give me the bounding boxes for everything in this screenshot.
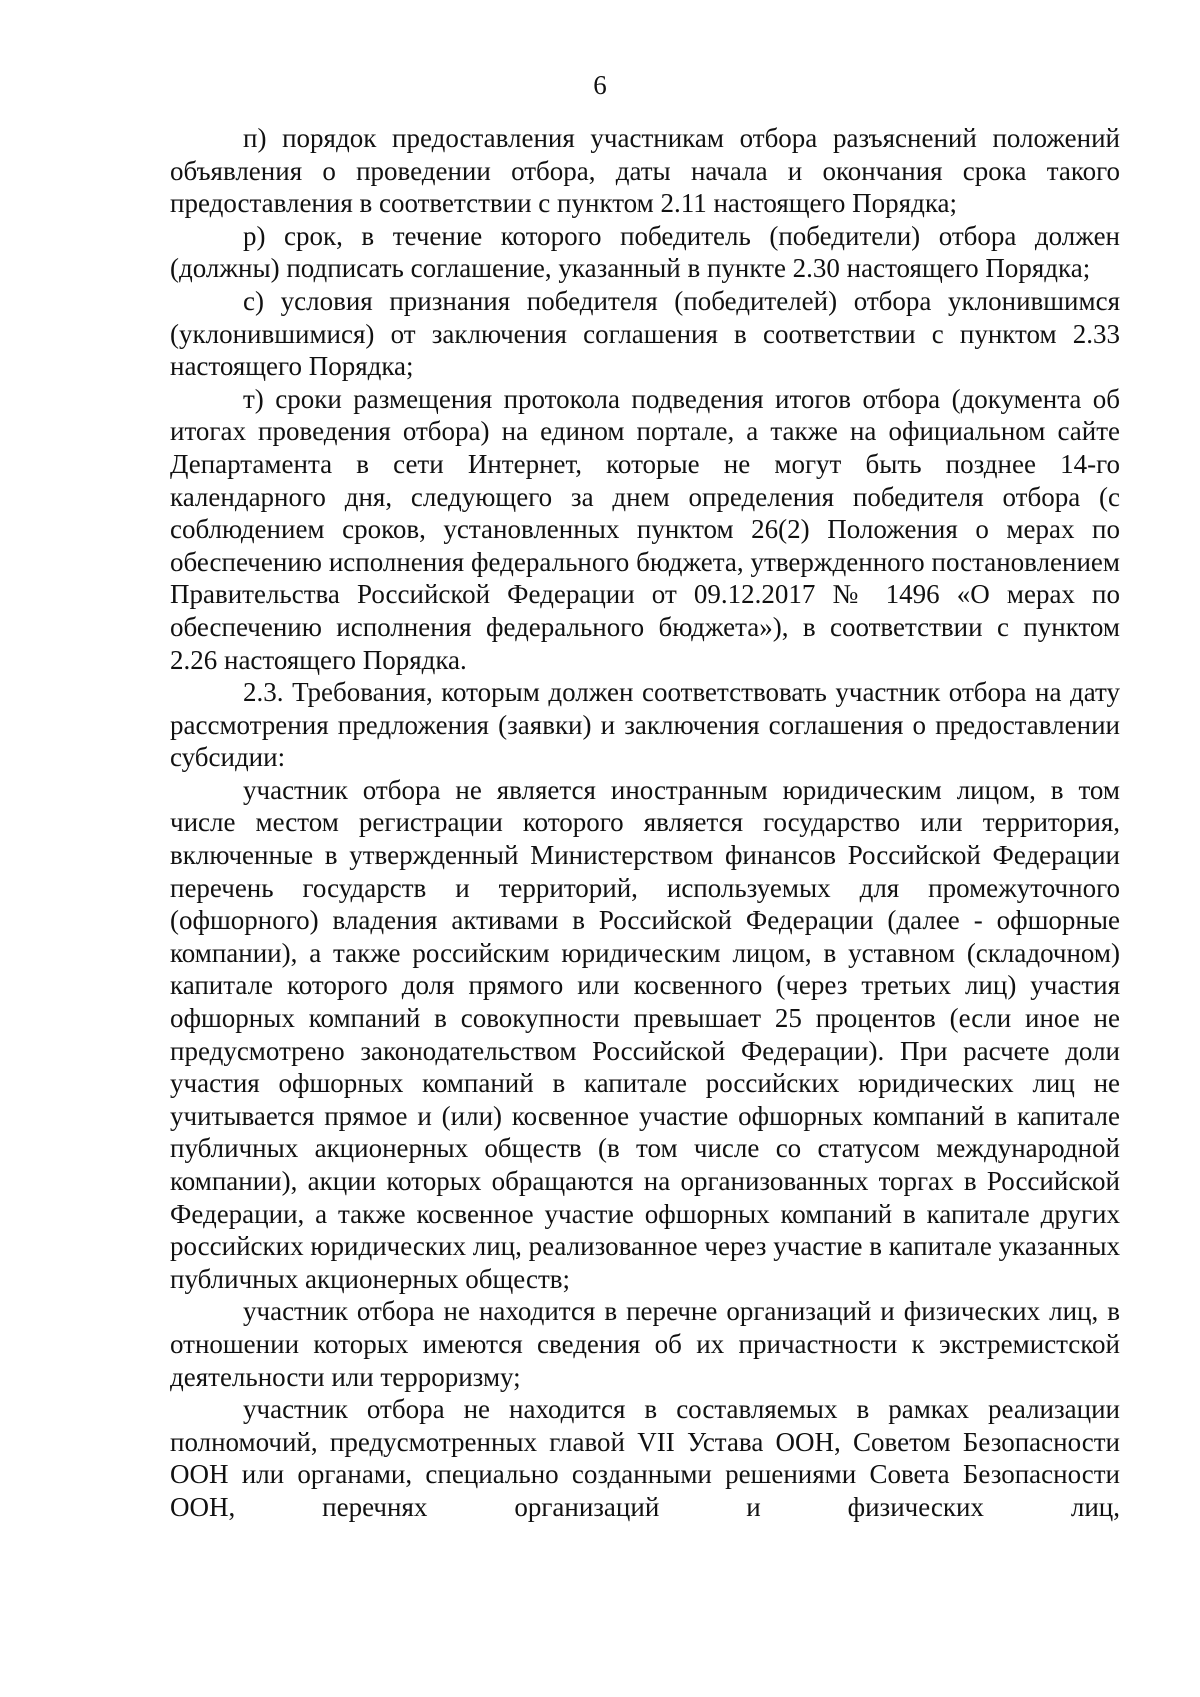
paragraph-item-s: с) условия признания победителя (победителей) отбора уклонившимся (уклонившимися) от заключения соглашения в соответствии с пунктом 2.33 настоящего Порядка; (170, 285, 1120, 382)
paragraph-item-t: т) сроки размещения протокола подведения итогов отбора (документа об итогах проведения отбора) на едином портале, а также на официальном сайте Департамента в сети Интернет, которые не могут быть позднее 14-го календарного дня, следующего за днем определения победителя отбора (с соблюдением сроков, установленных пунктом 26(2) Положения о мерах по обеспечению исполнения федерального бюджета, утвержденного постановлением Правительства Российской Федерации от 09.12.2017 № 1496 «О мерах по обеспечению исполнения федерального бюджета»), в соответствии с пунктом 2.26 настоящего Порядка. (170, 383, 1120, 675)
paragraph-item-p: п) порядок предоставления участникам отбора разъяснений положений объявления о проведении отбора, даты начала и окончания срока такого предоставления в соответствии с пунктом 2.11 настоящего Порядка; (170, 123, 1120, 219)
paragraph-un-requirement: участник отбора не находится в составляемых в рамках реализации полномочий, предусмотренных главой VII Устава ООН, Советом Безопасности ООН или органами, специально созданными решениями Совета Безопасности ООН, перечнях организаций и физических лиц, (170, 1394, 1120, 1522)
paragraph-section-2-3: 2.3. Требования, которым должен соответствовать участник отбора на дату рассмотрения предложения (заявки) и заключения соглашения о предоставлении субсидии: (170, 677, 1120, 773)
paragraph-extremism-requirement: участник отбора не находится в перечне организаций и физических лиц, в отношении которых имеются сведения об их причастности к экстремистской деятельности или терроризму; (170, 1296, 1120, 1392)
paragraph-offshore-requirement: участник отбора не является иностранным юридическим лицом, в том числе местом регистрации которого является государство или территория, включенные в утвержденный Министерством финансов Российской Федерации перечень государств и территорий, используемых для промежуточного (офшорного) владения активами в Российской Федерации (далее - офшорные компании), а также российским юридическим лицом, в уставном (складочном) капитале которого доля прямого или косвенного (через третьих лиц) участия офшорных компаний в совокупности превышает 25 процентов (если иное не предусмотрено законодательством Российской Федерации). При расчете доли участия офшорных компаний в капитале российских юридических лиц не учитывается прямое и (или) косвенное участие офшорных компаний в капитале публичных акционерных обществ (в том числе со статусом международной компании), акции которых обращаются на организованных торгах в Российской Федерации, а также косвенное участие офшорных компаний в капитале других российских юридических лиц, реализованное через участие в капитале указанных публичных акционерных обществ; (170, 774, 1120, 1294)
page-number: 6 (593, 70, 607, 100)
paragraph-item-r: р) срок, в течение которого победитель (победители) отбора должен (должны) подписать соглашение, указанный в пункте 2.30 настоящего Порядка; (170, 220, 1120, 284)
document-body (170, 122, 1120, 1524)
